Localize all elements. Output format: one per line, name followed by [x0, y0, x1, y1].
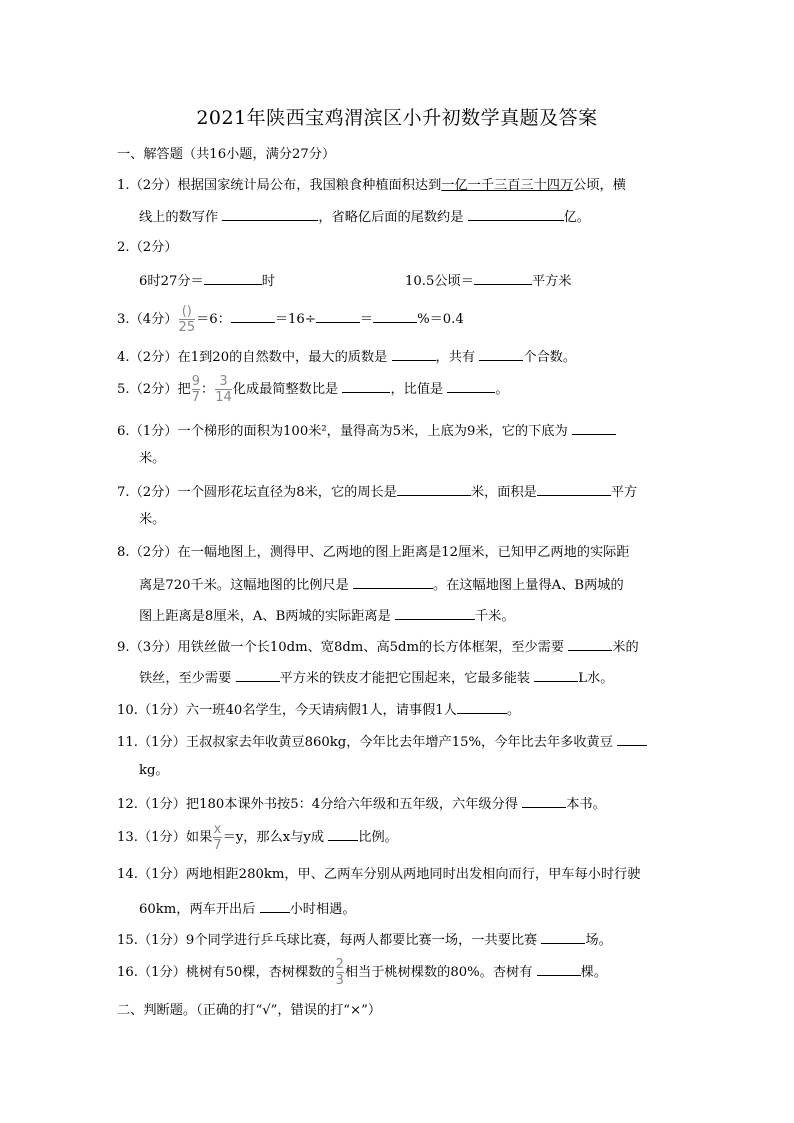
- question-2: 2.（2分）: [117, 240, 178, 255]
- answer-blank[interactable]: [537, 481, 611, 496]
- answer-blank[interactable]: [541, 929, 585, 944]
- underlined-number-text: 一亿一千三百三十四万: [441, 178, 574, 193]
- answer-blank[interactable]: [474, 270, 532, 285]
- answer-blank[interactable]: [222, 206, 318, 221]
- answer-blank[interactable]: [522, 793, 566, 808]
- question-8-cont-2: 图上距离是8厘米，A、B两城的实际距离是 千米。: [139, 605, 699, 626]
- question-4: 4.（2分）在1到20的自然数中，最大的质数是 ，共有 个合数。: [117, 346, 677, 367]
- section-heading-2: 二、判断题。（正确的打“√”，错误的打“×”）: [117, 1003, 382, 1018]
- answer-blank[interactable]: [231, 308, 275, 323]
- answer-blank[interactable]: [447, 378, 495, 393]
- answer-blank[interactable]: [568, 636, 612, 651]
- question-6-cont: 米。: [139, 451, 166, 466]
- answer-blank[interactable]: [204, 270, 262, 285]
- answer-blank[interactable]: [236, 667, 280, 682]
- question-6: 6.（1分）一个梯形的面积为100米²，量得高为5米，上底为9米，它的下底为: [117, 420, 677, 441]
- fraction: $\frac{3}{14}$: [215, 374, 232, 405]
- question-9-cont: 铁丝，至少需要 平方米的铁皮才能把它围起来，它最多能装 L水。: [139, 667, 699, 688]
- answer-blank[interactable]: [617, 731, 647, 746]
- question-11-cont: kg。: [139, 763, 169, 778]
- answer-blank[interactable]: [353, 574, 433, 589]
- answer-blank[interactable]: [397, 481, 471, 496]
- answer-blank[interactable]: [373, 308, 417, 323]
- question-8-cont: 离是720千米。这幅地图的比例尺是 。在这幅地图上量得A、B两城的: [139, 574, 699, 595]
- fraction: $\frac{()}{25}$: [178, 304, 196, 335]
- question-13: 13.（1分）如果 $\frac{x}{7}$ ＝y，那么x与y成 比例。: [117, 822, 398, 853]
- fraction: $\frac{9}{7}$: [191, 374, 201, 405]
- answer-blank[interactable]: [468, 206, 564, 221]
- question-3: 3.（4分） $\frac{()}{25}$ ＝6： ＝16÷ ＝ %＝0.4: [117, 304, 464, 335]
- answer-blank[interactable]: [392, 346, 436, 361]
- question-2-part-a: 6时27分＝ 时: [139, 270, 699, 291]
- question-15: 15.（1分）9个同学进行乒乓球比赛，每两人都要比赛一场，一共要比赛 场。: [117, 929, 677, 950]
- section-heading-1: 一、解答题（共16小题，满分27分）: [117, 147, 336, 162]
- answer-blank[interactable]: [395, 605, 475, 620]
- answer-blank[interactable]: [457, 699, 507, 714]
- question-2-part-b: 10.5公顷＝ 平方米: [405, 270, 665, 291]
- question-11: 11.（1分）王叔叔家去年收黄豆860kg，今年比去年增产15%，今年比去年多收黄豆: [117, 731, 677, 752]
- page-title: 2021年陕西宝鸡渭滨区小升初数学真题及答案: [196, 107, 598, 129]
- answer-blank[interactable]: [534, 667, 578, 682]
- question-1-cont: 线上的数写作 ，省略亿后面的尾数约是 亿。: [139, 206, 699, 227]
- question-8: 8.（2分）在一幅地图上，测得甲、乙两地的图上距离是12厘米，已知甲乙两地的实际距: [117, 545, 630, 560]
- question-7: 7.（2分）一个圆形花坛直径为8米，它的周长是 米，面积是 平方: [117, 481, 677, 502]
- answer-blank[interactable]: [328, 826, 358, 841]
- question-5: 5.（2分）把 $\frac{9}{7}$ ： $\frac{3}{14}$ 化成最简整数比是 ，比值是 。: [117, 374, 509, 405]
- answer-blank[interactable]: [260, 898, 290, 913]
- question-9: 9.（3分）用铁丝做一个长10dm、宽8dm、高5dm的长方体框架，至少需要 米的: [117, 636, 677, 657]
- question-10: 10.（1分）六一班40名学生，今天请病假1人，请事假1人 。: [117, 699, 677, 720]
- fraction: $\frac{x}{7}$: [213, 822, 222, 853]
- fraction: $\frac{2}{3}$: [335, 957, 344, 988]
- question-7-cont: 米。: [139, 512, 166, 527]
- question-12: 12.（1分）把180本课外书按5：4分给六年级和五年级，六年级分得 本书。: [117, 793, 677, 814]
- answer-blank[interactable]: [316, 308, 360, 323]
- question-14-cont: 60km，两车开出后 小时相遇。: [139, 898, 699, 919]
- question-14: 14.（1分）两地相距280km，甲、乙两车分别从两地同时出发相向而行，甲车每小时行驶: [117, 867, 641, 882]
- answer-blank[interactable]: [572, 420, 616, 435]
- answer-blank[interactable]: [537, 961, 581, 976]
- question-16: 16.（1分）桃树有50棵，杏树棵数的 $\frac{2}{3}$ 相当于桃树棵数的80%。杏树有 棵。: [117, 957, 608, 988]
- question-1: 1.（2分）根据国家统计局公布，我国粮食种植面积达到一亿一千三百三十四万公顷，横: [117, 178, 626, 193]
- answer-blank[interactable]: [342, 378, 390, 393]
- answer-blank[interactable]: [479, 346, 523, 361]
